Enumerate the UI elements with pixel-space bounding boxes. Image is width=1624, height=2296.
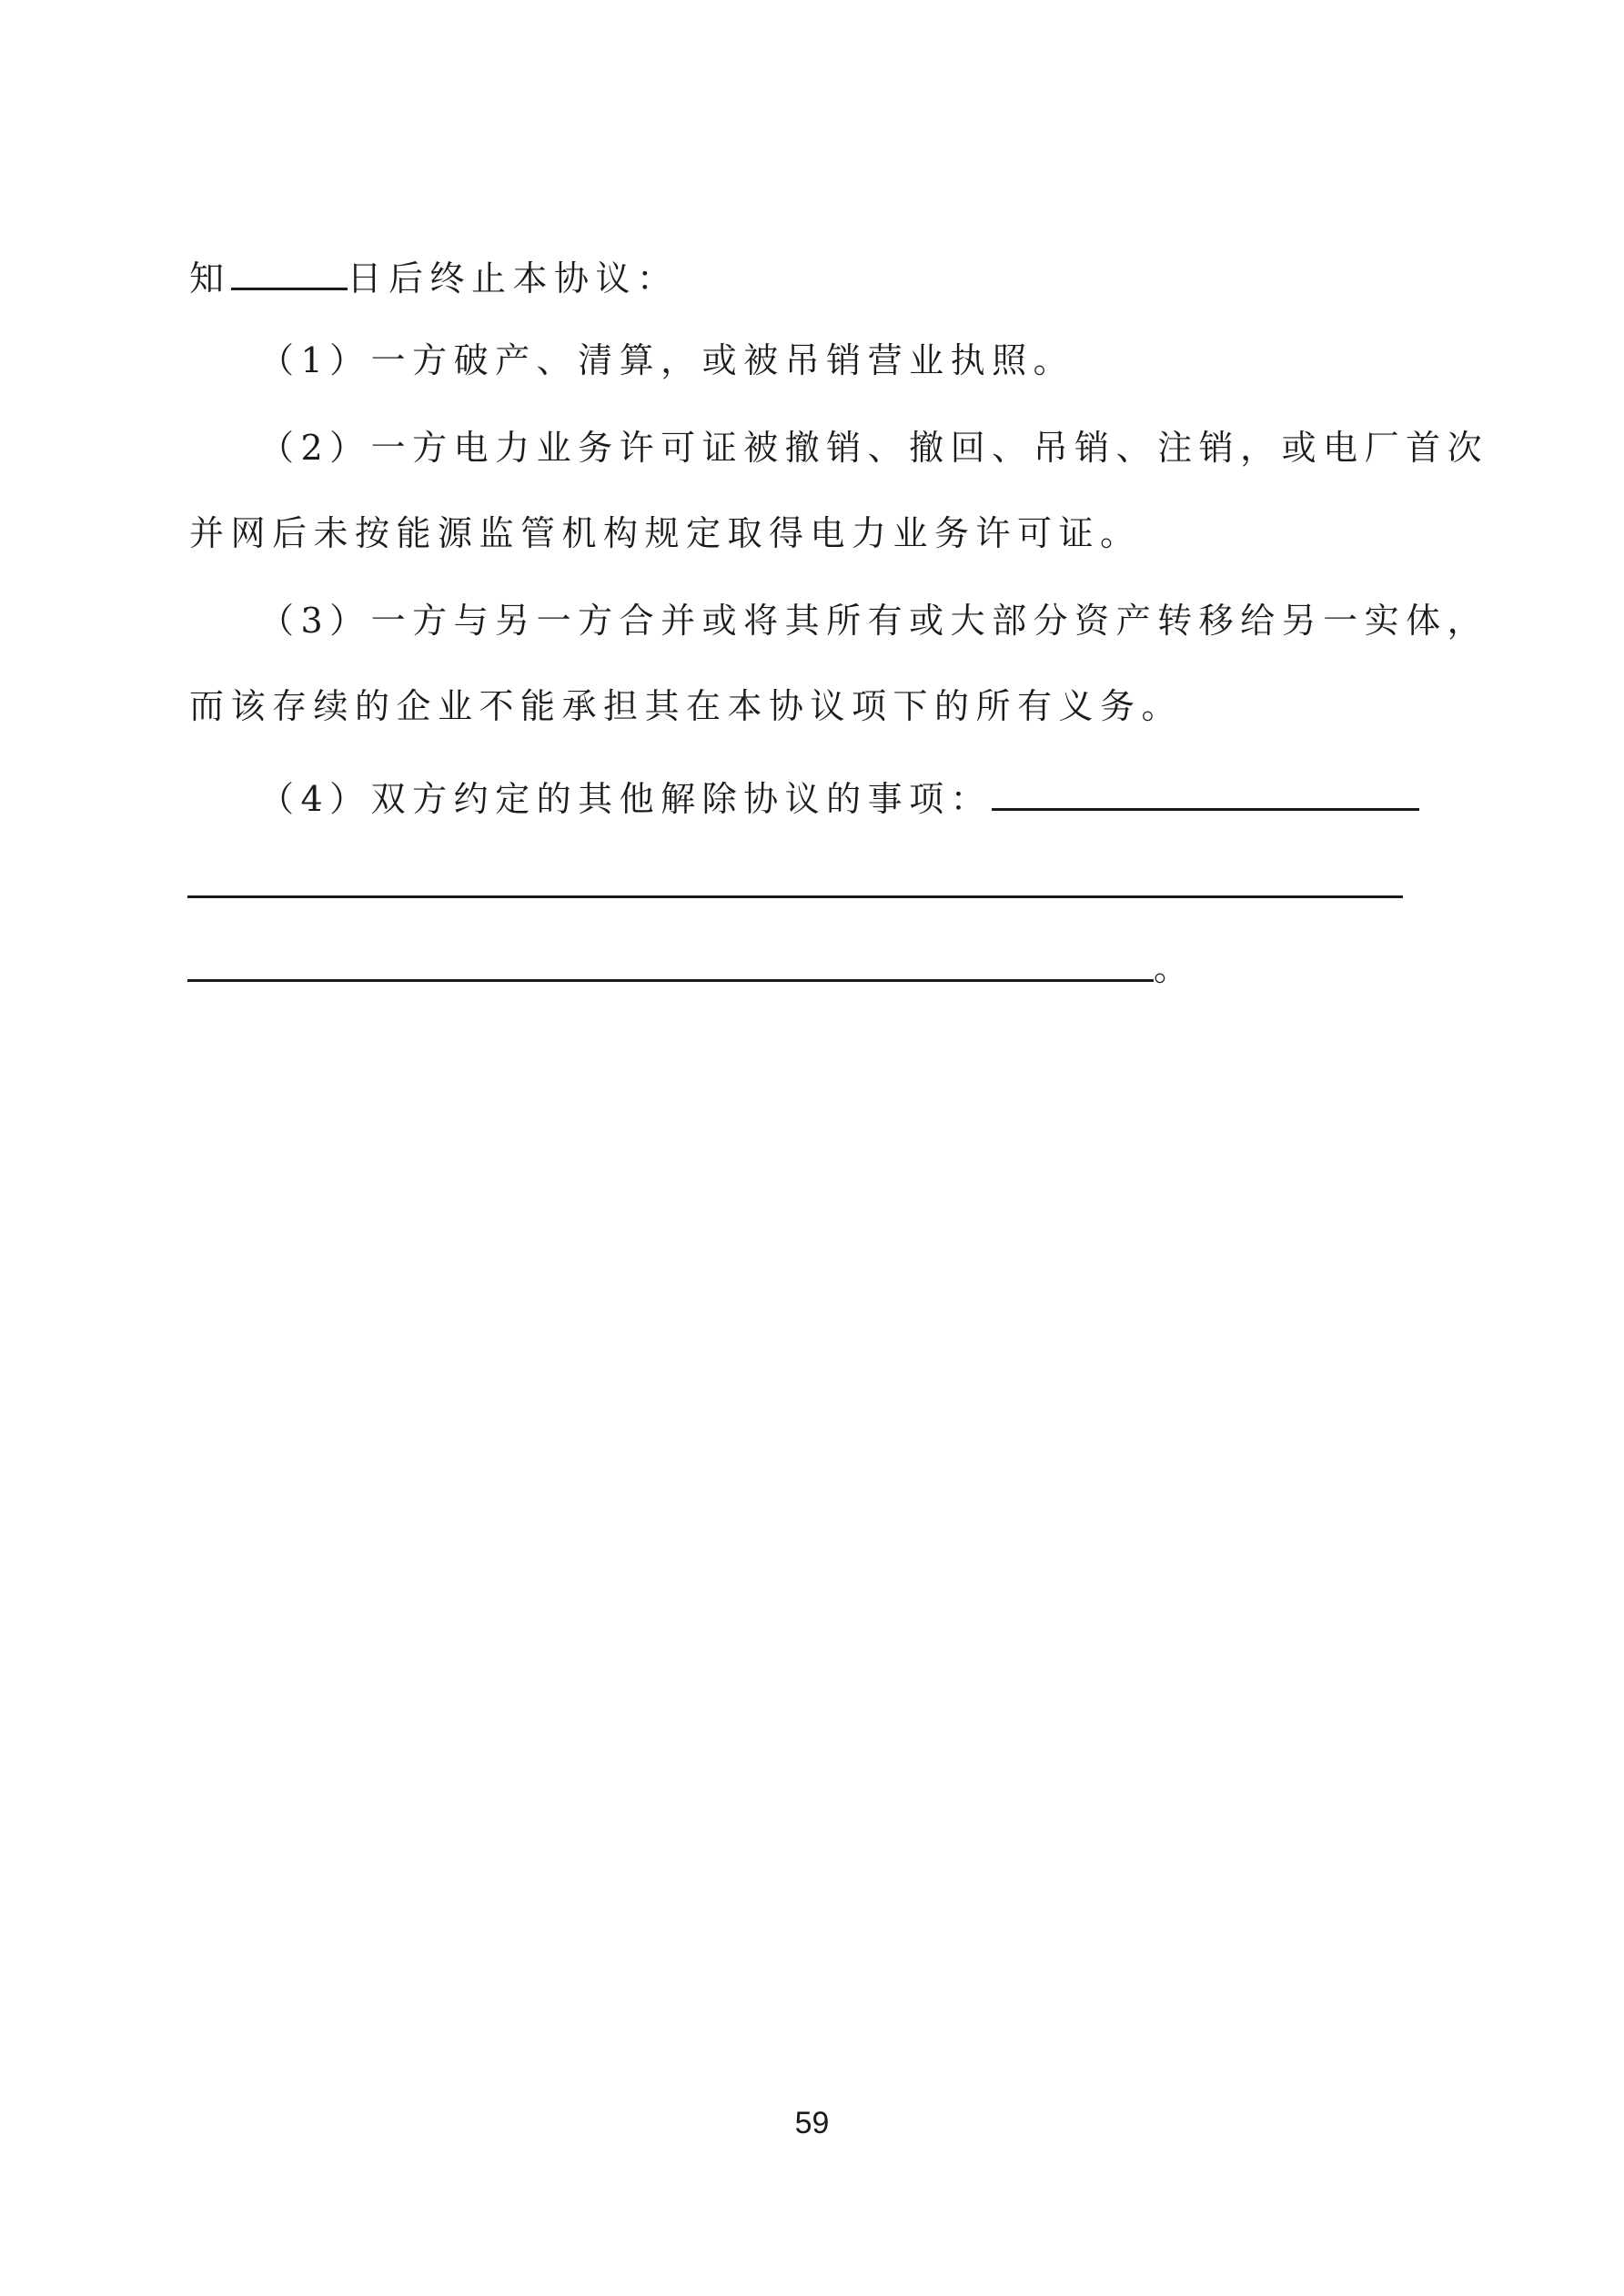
termination-notice-line: [189, 251, 679, 300]
item-2-line-1: （2）一方电力业务许可证被撤销、撤回、吊销、注销，或电厂首次: [259, 428, 1489, 468]
item-3-line-2: 而该存续的企业不能承担其在本协议项下的所有义务。: [189, 686, 1184, 726]
closing-mark: 。: [1154, 948, 1189, 988]
item-4-line: [259, 772, 1419, 821]
item-1: （1）一方破产、清算，或被吊销营业执照。: [259, 340, 1075, 380]
line-prefix: 知: [189, 258, 231, 298]
item-2-line-2: 并网后未按能源监管机构规定取得电力业务许可证。: [189, 513, 1142, 553]
page-number: 59: [794, 2106, 830, 2140]
item-4-blank: [992, 772, 1419, 811]
days-blank: [231, 251, 348, 290]
item-3-line-1: （3）一方与另一方合并或将其所有或大部分资产转移给另一实体，: [259, 601, 1489, 641]
line-suffix: 日后终止本协议：: [347, 258, 679, 298]
item-4-label: （4）双方约定的其他解除协议的事项：: [259, 779, 993, 819]
blank-rule-1: [187, 895, 1403, 898]
blank-rule-2: [187, 979, 1154, 982]
